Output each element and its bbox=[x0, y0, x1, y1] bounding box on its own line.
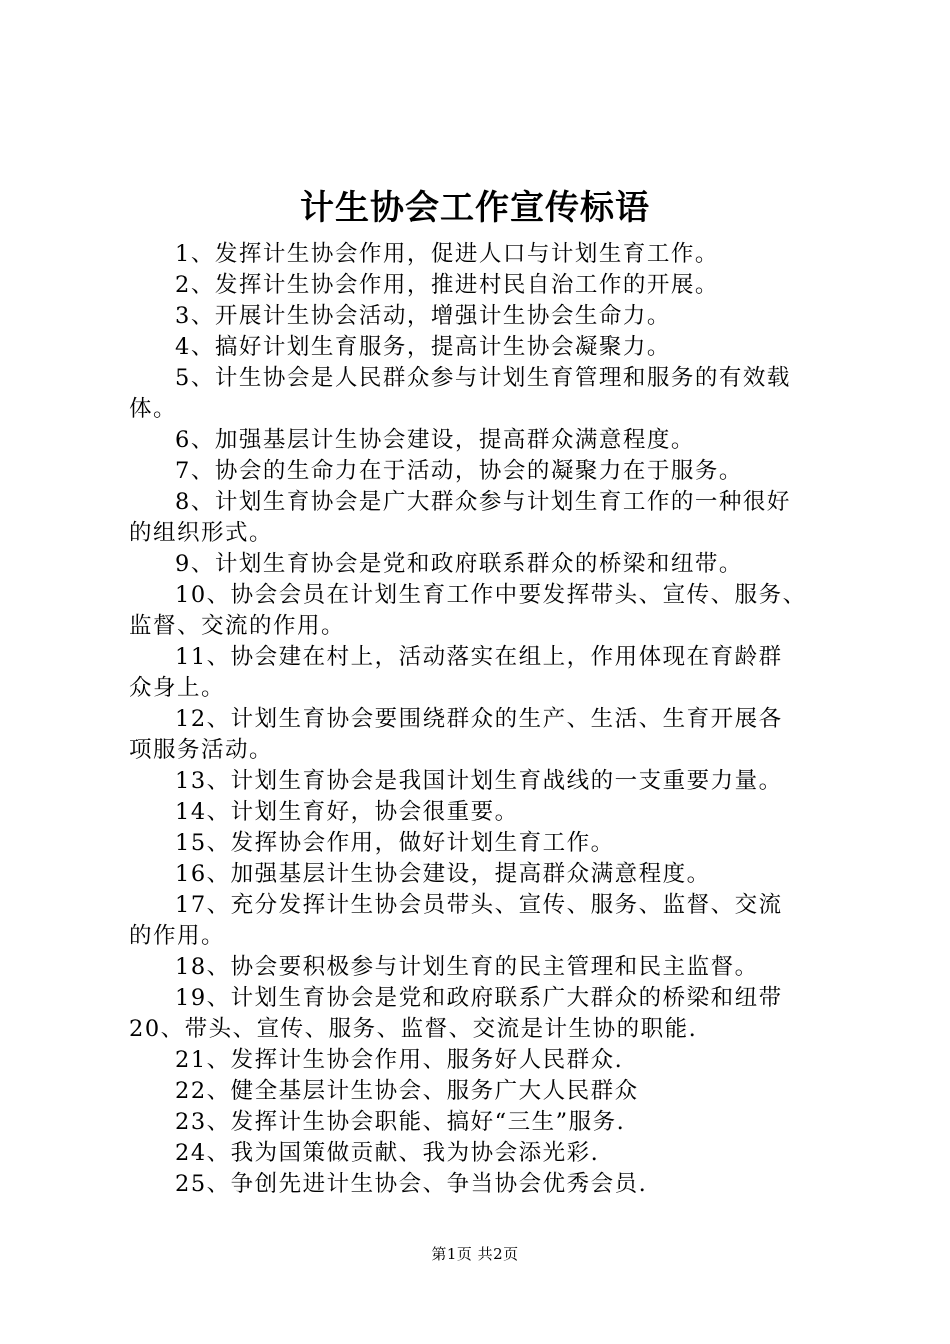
slogan-list bbox=[129, 239, 829, 1200]
document-title: 计生协会工作宣传标语 bbox=[300, 188, 650, 228]
slogan-line: 9、计划生育协会是党和政府联系群众的桥梁和纽带。 bbox=[175, 551, 743, 577]
slogan-line: 14、计划生育好，协会很重要。 bbox=[175, 799, 519, 825]
slogan-line: 项服务活动。 bbox=[129, 737, 274, 763]
slogan-line: 3、开展计生协会活动，增强计生协会生命力。 bbox=[175, 303, 671, 329]
slogan-line: 21、发挥计生协会作用、服务好人民群众. bbox=[175, 1047, 624, 1073]
slogan-line: 25、争创先进计生协会、争当协会优秀会员. bbox=[175, 1171, 648, 1197]
slogan-line: 17、充分发挥计生协会员带头、宣传、服务、监督、交流 bbox=[175, 892, 783, 918]
slogan-line: 的组织形式。 bbox=[129, 520, 274, 546]
slogan-line: 23、发挥计生协会职能、搞好“三生”服务. bbox=[175, 1109, 626, 1135]
slogan-line: 2、发挥计生协会作用，推进村民自治工作的开展。 bbox=[175, 272, 719, 298]
slogan-line: 6、加强基层计生协会建设，提高群众满意程度。 bbox=[175, 427, 695, 453]
slogan-line: 8、计划生育协会是广大群众参与计划生育工作的一种很好 bbox=[175, 489, 791, 515]
slogan-line: 体。 bbox=[129, 396, 178, 422]
slogan-line: 的作用。 bbox=[129, 923, 226, 949]
slogan-line: 10、协会会员在计划生育工作中要发挥带头、宣传、服务、 bbox=[175, 582, 807, 608]
slogan-line: 22、健全基层计生协会、服务广大人民群众 bbox=[175, 1078, 639, 1104]
slogan-line: 20、带头、宣传、服务、监督、交流是计生协的职能. bbox=[129, 1016, 698, 1042]
slogan-line: 5、计生协会是人民群众参与计划生育管理和服务的有效载 bbox=[175, 365, 791, 391]
slogan-line: 11、协会建在村上，活动落实在组上，作用体现在育龄群 bbox=[175, 644, 783, 670]
slogan-line: 1、发挥计生协会作用，促进人口与计划生育工作。 bbox=[175, 241, 719, 267]
slogan-line: 7、协会的生命力在于活动，协会的凝聚力在于服务。 bbox=[175, 458, 743, 484]
slogan-line: 13、计划生育协会是我国计划生育战线的一支重要力量。 bbox=[175, 768, 783, 794]
slogan-line: 12、计划生育协会要围绕群众的生产、生活、生育开展各 bbox=[175, 706, 783, 732]
slogan-line: 15、发挥协会作用，做好计划生育工作。 bbox=[175, 830, 615, 856]
slogan-line: 19、计划生育协会是党和政府联系广大群众的桥梁和纽带 bbox=[175, 985, 783, 1011]
slogan-line: 16、加强基层计生协会建设，提高群众满意程度。 bbox=[175, 861, 711, 887]
slogan-line: 众身上。 bbox=[129, 675, 226, 701]
slogan-line: 24、我为国策做贡献、我为协会添光彩. bbox=[175, 1140, 600, 1166]
slogan-line: 18、协会要积极参与计划生育的民主管理和民主监督。 bbox=[175, 954, 759, 980]
slogan-line: 监督、交流的作用。 bbox=[129, 613, 346, 639]
slogan-line: 4、搞好计划生育服务，提高计生协会凝聚力。 bbox=[175, 334, 671, 360]
page-footer: 第1页 共2页 bbox=[431, 1245, 519, 1263]
